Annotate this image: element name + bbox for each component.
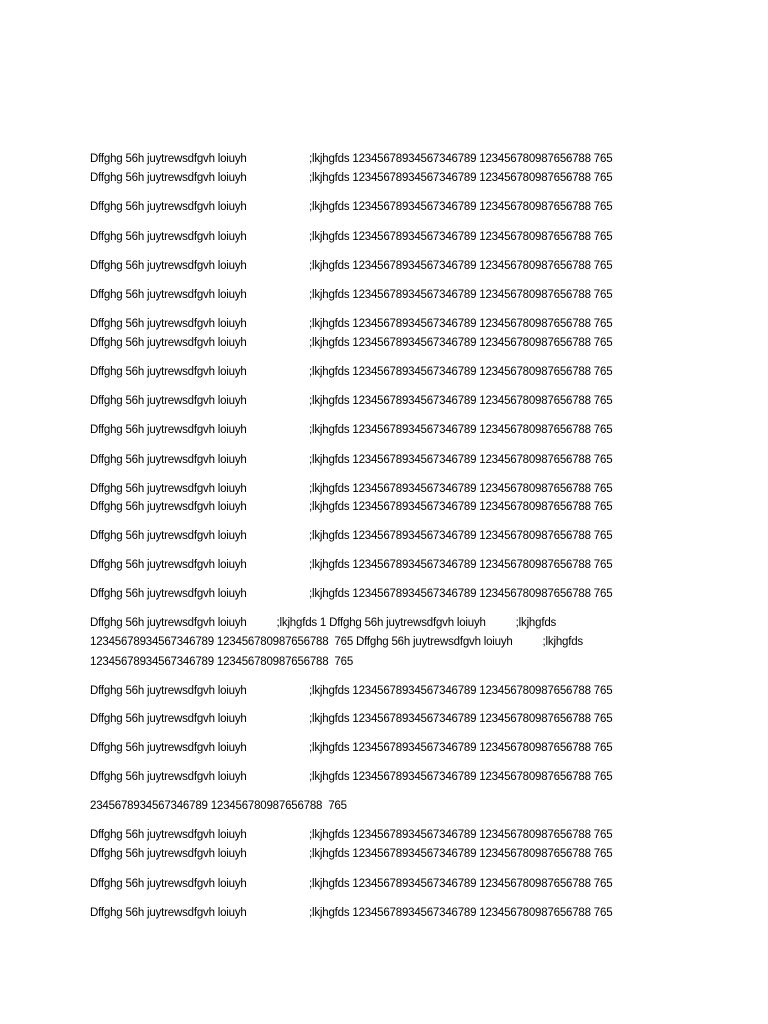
line-col1: Dffghg 56h juytrewsdfgvh loiuyh xyxy=(90,318,247,330)
line-col2: ;lkjhgfds 12345678934567346789 123456780987656788 765 xyxy=(309,395,613,407)
line-col2: ;lkjhgfds 12345678934567346789 123456780987656788 765 xyxy=(309,907,613,919)
line-col1: Dffghg 56h juytrewsdfgvh loiuyh xyxy=(90,260,247,272)
line-col2: ;lkjhgfds 12345678934567346789 123456780987656788 765 xyxy=(309,878,613,890)
wrapped-paragraph-line: 12345678934567346789 123456780987656788 765 Dffghg 56h juytrewsdfgvh loiuyh ;lkjhgfds xyxy=(90,636,583,648)
line-col2: ;lkjhgfds 12345678934567346789 123456780987656788 765 xyxy=(309,318,613,330)
line-col2: ;lkjhgfds 12345678934567346789 123456780987656788 765 xyxy=(309,530,613,542)
line-col2: ;lkjhgfds 12345678934567346789 123456780987656788 765 xyxy=(309,424,613,436)
line-col1: Dffghg 56h juytrewsdfgvh loiuyh xyxy=(90,713,247,725)
line-col2: ;lkjhgfds 12345678934567346789 123456780987656788 765 xyxy=(309,501,613,513)
line-col2: ;lkjhgfds 12345678934567346789 123456780987656788 765 xyxy=(309,829,613,841)
line-col1: Dffghg 56h juytrewsdfgvh loiuyh xyxy=(90,501,247,513)
line-col2: ;lkjhgfds 12345678934567346789 123456780987656788 765 xyxy=(309,483,613,495)
line-col1: Dffghg 56h juytrewsdfgvh loiuyh xyxy=(90,201,247,213)
line-col2: ;lkjhgfds 12345678934567346789 123456780987656788 765 xyxy=(309,685,613,697)
line-col2: ;lkjhgfds 12345678934567346789 123456780987656788 765 xyxy=(309,260,613,272)
line-col1: Dffghg 56h juytrewsdfgvh loiuyh xyxy=(90,172,247,184)
wrapped-paragraph-line: 12345678934567346789 123456780987656788 765 xyxy=(90,656,354,668)
line-col2: ;lkjhgfds 12345678934567346789 123456780987656788 765 xyxy=(309,289,613,301)
line-col1: Dffghg 56h juytrewsdfgvh loiuyh xyxy=(90,424,247,436)
line-col2: ;lkjhgfds 12345678934567346789 123456780987656788 765 xyxy=(309,172,613,184)
line-col1: Dffghg 56h juytrewsdfgvh loiuyh xyxy=(90,742,247,754)
numeric-line: 2345678934567346789 123456780987656788 765 xyxy=(90,800,347,812)
line-col1: Dffghg 56h juytrewsdfgvh loiuyh xyxy=(90,337,247,349)
line-col1: Dffghg 56h juytrewsdfgvh loiuyh xyxy=(90,483,247,495)
line-col1: Dffghg 56h juytrewsdfgvh loiuyh xyxy=(90,829,247,841)
line-col2: ;lkjhgfds 12345678934567346789 123456780987656788 765 xyxy=(309,848,613,860)
line-col2: ;lkjhgfds 12345678934567346789 123456780987656788 765 xyxy=(309,366,613,378)
line-col1: Dffghg 56h juytrewsdfgvh loiuyh xyxy=(90,559,247,571)
line-col1: Dffghg 56h juytrewsdfgvh loiuyh xyxy=(90,231,247,243)
line-col2: ;lkjhgfds 12345678934567346789 123456780987656788 765 xyxy=(309,742,613,754)
line-col2: ;lkjhgfds 12345678934567346789 123456780987656788 765 xyxy=(309,559,613,571)
wrapped-paragraph-line: Dffghg 56h juytrewsdfgvh loiuyh ;lkjhgfds 1 Dffghg 56h juytrewsdfgvh loiuyh ;lkjhgfds xyxy=(90,617,557,629)
line-col2: ;lkjhgfds 12345678934567346789 123456780987656788 765 xyxy=(309,771,613,783)
line-col1: Dffghg 56h juytrewsdfgvh loiuyh xyxy=(90,395,247,407)
line-col1: Dffghg 56h juytrewsdfgvh loiuyh xyxy=(90,848,247,860)
line-col1: Dffghg 56h juytrewsdfgvh loiuyh xyxy=(90,530,247,542)
line-col2: ;lkjhgfds 12345678934567346789 123456780987656788 765 xyxy=(309,153,613,165)
line-col1: Dffghg 56h juytrewsdfgvh loiuyh xyxy=(90,878,247,890)
line-col1: Dffghg 56h juytrewsdfgvh loiuyh xyxy=(90,907,247,919)
line-col2: ;lkjhgfds 12345678934567346789 123456780987656788 765 xyxy=(309,713,613,725)
line-col2: ;lkjhgfds 12345678934567346789 123456780987656788 765 xyxy=(309,201,613,213)
line-col1: Dffghg 56h juytrewsdfgvh loiuyh xyxy=(90,771,247,783)
line-col1: Dffghg 56h juytrewsdfgvh loiuyh xyxy=(90,588,247,600)
line-col2: ;lkjhgfds 12345678934567346789 123456780987656788 765 xyxy=(309,231,613,243)
line-col2: ;lkjhgfds 12345678934567346789 123456780987656788 765 xyxy=(309,337,613,349)
line-col2: ;lkjhgfds 12345678934567346789 123456780987656788 765 xyxy=(309,454,613,466)
line-col1: Dffghg 56h juytrewsdfgvh loiuyh xyxy=(90,454,247,466)
line-col1: Dffghg 56h juytrewsdfgvh loiuyh xyxy=(90,289,247,301)
line-col2: ;lkjhgfds 12345678934567346789 123456780987656788 765 xyxy=(309,588,613,600)
line-col1: Dffghg 56h juytrewsdfgvh loiuyh xyxy=(90,153,247,165)
line-col1: Dffghg 56h juytrewsdfgvh loiuyh xyxy=(90,366,247,378)
line-col1: Dffghg 56h juytrewsdfgvh loiuyh xyxy=(90,685,247,697)
